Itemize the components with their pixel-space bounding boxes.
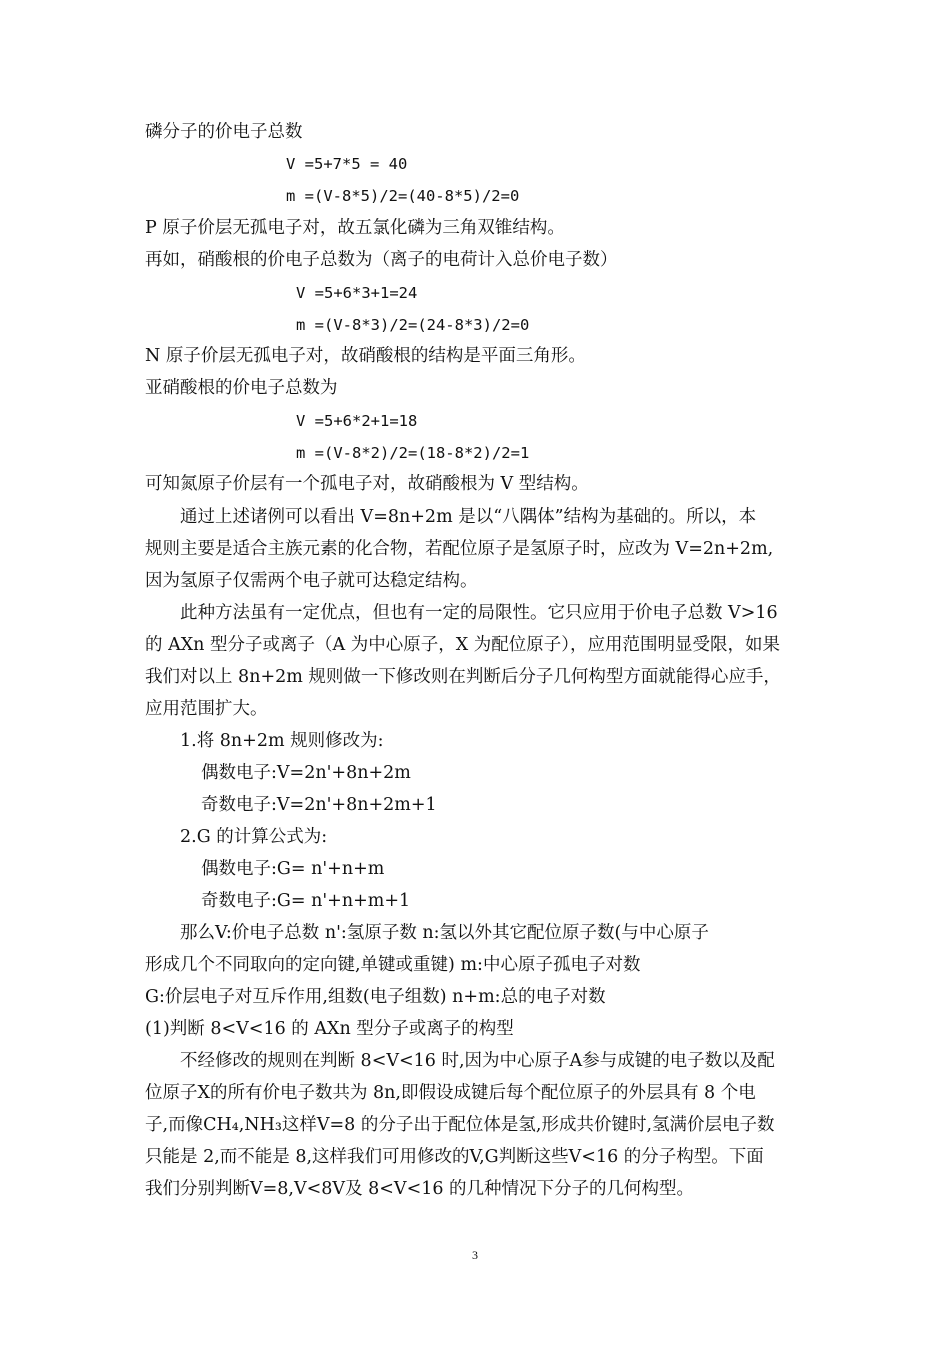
text-line: 磷分子的价电子总数 [145, 122, 303, 142]
paragraph-first-line: 那么V:价电子总数 n':氢原子数 n:氢以外其它配位原子数(与中心原子 [180, 923, 709, 943]
text-line: 亚硝酸根的价电子总数为 [145, 378, 338, 398]
equation-line: V =5+6*3+1=24 [296, 284, 418, 302]
text-line: 再如，硝酸根的价电子总数为（离子的电荷计入总价电子数） [145, 250, 618, 270]
text-line: 我们对以上 8n+2m 规则做一下修改则在判断后分子几何构型方面就能得心应手， [145, 667, 781, 687]
text-line: 规则主要是适合主族元素的化合物，若配位原子是氢原子时，应改为 V=2n+2m, [145, 539, 774, 559]
equation-line: m =(V-8*5)/2=(40-8*5)/2=0 [286, 187, 520, 205]
formula-line: 奇数电子:G= n'+n+m+1 [201, 891, 411, 911]
paragraph-first-line: 不经修改的规则在判断 8<V<16 时,因为中心原子A参与成键的电子数以及配 [180, 1051, 775, 1071]
text-line: 的 AXn 型分子或离子（A 为中心原子，X 为配位原子），应用范围明显受限，如果 [145, 635, 780, 655]
text-line: 因为氢原子仅需两个电子就可达稳定结构。 [145, 571, 478, 591]
formula-line: 奇数电子:V=2n'+8n+2m+1 [201, 795, 437, 815]
equation-line: V =5+7*5 = 40 [286, 155, 408, 173]
paragraph-first-line: 此种方法虽有一定优点，但也有一定的局限性。它只应用于价电子总数 V>16 [180, 603, 778, 623]
text-line: 我们分别判断V=8,V<8V及 8<V<16 的几种情况下分子的几何构型。 [145, 1179, 695, 1199]
formula-line: 偶数电子:V=2n'+8n+2m [201, 763, 411, 783]
text-line: 形成几个不同取向的定向键,单键或重键) m:中心原子孤电子对数 [145, 955, 641, 975]
text-line: 只能是 2,而不能是 8,这样我们可用修改的V,G判断这些V<16 的分子构型。下面 [145, 1147, 764, 1167]
text-line: G:价层电子对互斥作用,组数(电子组数) n+m:总的电子对数 [145, 987, 606, 1007]
text-line: 应用范围扩大。 [145, 699, 268, 719]
text-line: P 原子价层无孤电子对，故五氯化磷为三角双锥结构。 [145, 218, 565, 238]
numbered-item: 1.将 8n+2m 规则修改为: [180, 731, 384, 751]
numbered-item: 2.G 的计算公式为: [180, 827, 328, 847]
formula-line: 偶数电子:G= n'+n+m [201, 859, 385, 879]
equation-line: V =5+6*2+1=18 [296, 412, 418, 430]
text-line: 位原子X的所有价电子数共为 8n,即假设成键后每个配位原子的外层具有 8 个电 [145, 1083, 756, 1103]
equation-line: m =(V-8*2)/2=(18-8*2)/2=1 [296, 444, 530, 462]
text-line: 可知氮原子价层有一个孤电子对，故硝酸根为 V 型结构。 [145, 474, 589, 494]
equation-line: m =(V-8*3)/2=(24-8*3)/2=0 [296, 316, 530, 334]
text-line: N 原子价层无孤电子对，故硝酸根的结构是平面三角形。 [145, 346, 586, 366]
paragraph-first-line: 通过上述诸例可以看出 V=8n+2m 是以“八隅体”结构为基础的。所以，本 [180, 507, 757, 527]
page-number: 3 [472, 1248, 478, 1262]
section-heading: (1)判断 8<V<16 的 AXn 型分子或离子的构型 [145, 1019, 514, 1039]
text-line: 子,而像CH₄,NH₃这样V=8 的分子出于配位体是氢,形成共价键时,氢满价层电子数 [145, 1115, 775, 1135]
